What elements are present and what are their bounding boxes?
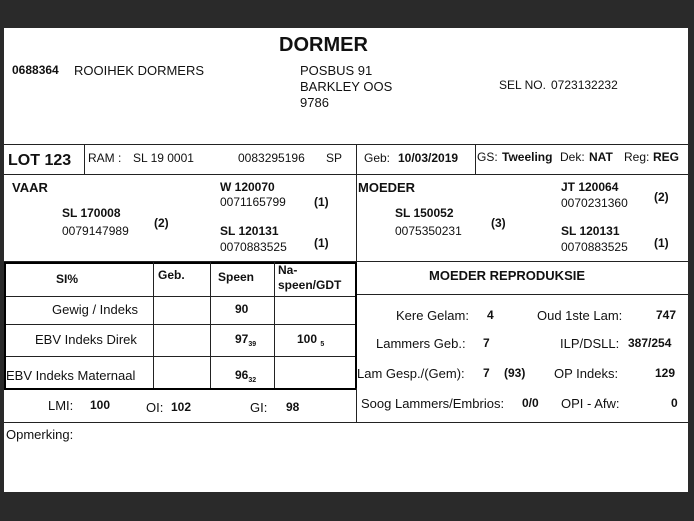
first-lamb-age-value: 747	[656, 308, 677, 322]
ram-reg-number: 0083295196	[238, 151, 305, 165]
ram-label: RAM :	[88, 151, 122, 165]
divider	[4, 422, 688, 423]
op-index-value: 129	[655, 366, 676, 380]
birth-label: Geb:	[364, 151, 391, 165]
sire-sire-number: 0071165799	[220, 195, 286, 209]
gi-label: GI:	[250, 400, 268, 415]
lambings-label: Kere Gelam:	[396, 308, 469, 323]
reproduction-title: MOEDER REPRODUKSIE	[429, 268, 586, 283]
divider	[4, 324, 356, 325]
dam-dam-generation: (1)	[654, 236, 669, 250]
sire-id: SL 170008	[62, 206, 121, 220]
birth-date: 10/03/2019	[398, 151, 459, 165]
sire-generation: (2)	[154, 216, 169, 230]
sel-number: 0723132232	[551, 78, 618, 92]
dam-dam-number: 0070883525	[561, 240, 628, 254]
lot-card	[4, 28, 688, 492]
divider	[84, 144, 85, 174]
weaning-column-header: Speen	[218, 270, 255, 284]
ram-suffix: SP	[326, 151, 343, 165]
divider	[153, 262, 154, 388]
lambs-weaned-label: Lam Gesp./(Gem):	[357, 366, 465, 381]
remarks-label: Opmerking:	[6, 427, 74, 442]
reg-label: Reg:	[624, 150, 650, 164]
opi-deviation-value: 0	[671, 396, 678, 410]
row-label-ebv-maternal: EBV Indeks Maternaal	[6, 368, 136, 383]
sire-dam-generation: (1)	[314, 236, 329, 250]
birth-column-header: Geb.	[158, 268, 185, 282]
divider	[4, 388, 356, 390]
row-label-ebv-direct: EBV Indeks Direk	[35, 332, 137, 347]
suckling-lambs-label: Soog Lammers/Embrios:	[361, 396, 505, 411]
lambs-weaned-value: 7	[483, 366, 490, 380]
dek-label: Dek:	[560, 150, 585, 164]
dam-generation: (3)	[491, 216, 506, 230]
gi-value: 98	[286, 400, 300, 414]
ebv-maternal-weaning-accuracy: 32	[248, 377, 257, 384]
breeder-name: ROOIHEK DORMERS	[74, 63, 205, 78]
lambs-weaned-average: (93)	[504, 366, 526, 380]
lmi-label: LMI:	[48, 398, 74, 413]
sire-dam-id: SL 120131	[220, 224, 279, 238]
ram-id: SL 19 0001	[133, 151, 194, 165]
sire-sire-id: W 120070	[220, 180, 275, 194]
ebv-maternal-weaning: $96_{32}$	[235, 368, 257, 384]
dam-number: 0075350231	[395, 224, 462, 238]
ilp-dsll-label: ILP/DSLL:	[560, 336, 620, 351]
sel-label: SEL NO.	[499, 78, 546, 92]
lot-number: LOT 123	[8, 152, 72, 169]
gs-value: Tweeling	[502, 150, 553, 164]
sire-number: 0079147989	[62, 224, 129, 238]
divider	[4, 144, 688, 145]
ebv-direct-post-weaning: 100 $_5$	[297, 332, 325, 348]
oi-label: OI:	[146, 400, 164, 415]
sire-label: VAAR	[12, 180, 48, 195]
lambs-born-label: Lammers Geb.:	[376, 336, 466, 351]
gs-label: GS:	[477, 150, 498, 164]
sire-sire-generation: (1)	[314, 195, 329, 209]
address-line-2: BARKLEY OOS	[300, 79, 393, 94]
post-weaning-column-header: Na- speen/GDT	[278, 263, 342, 292]
ebv-direct-post-weaning-accuracy: 5	[320, 341, 325, 348]
suckling-lambs-value: 0/0	[522, 396, 539, 410]
ebv-direct-weaning: $97_{39}$	[235, 332, 257, 348]
page-title: DORMER	[279, 34, 368, 56]
op-index-label: OP Indeks:	[554, 366, 619, 381]
dam-dam-id: SL 120131	[561, 224, 620, 238]
oi-value: 102	[171, 400, 192, 414]
divider	[475, 144, 476, 174]
divider	[356, 144, 357, 174]
address-line-1: POSBUS 91	[300, 63, 373, 78]
dam-id: SL 150052	[395, 206, 454, 220]
dam-sire-number: 0070231360	[561, 196, 628, 210]
divider	[4, 174, 688, 175]
dek-value: NAT	[589, 150, 613, 164]
breeder-number: 0688364	[12, 63, 59, 77]
si-header: SI%	[56, 272, 79, 286]
opi-deviation-label: OPI - Afw:	[561, 396, 620, 411]
lambs-born-value: 7	[483, 336, 490, 350]
divider	[210, 262, 211, 388]
ebv-direct-weaning-accuracy: 39	[248, 341, 257, 348]
divider	[274, 262, 275, 388]
lambings-value: 4	[487, 308, 494, 322]
lmi-value: 100	[90, 398, 111, 412]
dam-sire-generation: (2)	[654, 190, 669, 204]
reg-value: REG	[653, 150, 680, 164]
address-line-3: 9786	[300, 95, 329, 110]
row-label-weight-index: Gewig / Indeks	[52, 302, 138, 317]
divider	[4, 356, 356, 357]
weight-index-weaning: 90	[235, 302, 249, 316]
divider	[4, 296, 356, 297]
dam-sire-id: JT 120064	[561, 180, 619, 194]
dam-label: MOEDER	[358, 180, 416, 195]
first-lamb-age-label: Oud 1ste Lam:	[537, 308, 623, 323]
ilp-dsll-value: 387/254	[628, 336, 672, 350]
divider	[356, 294, 688, 295]
sire-dam-number: 0070883525	[220, 240, 287, 254]
